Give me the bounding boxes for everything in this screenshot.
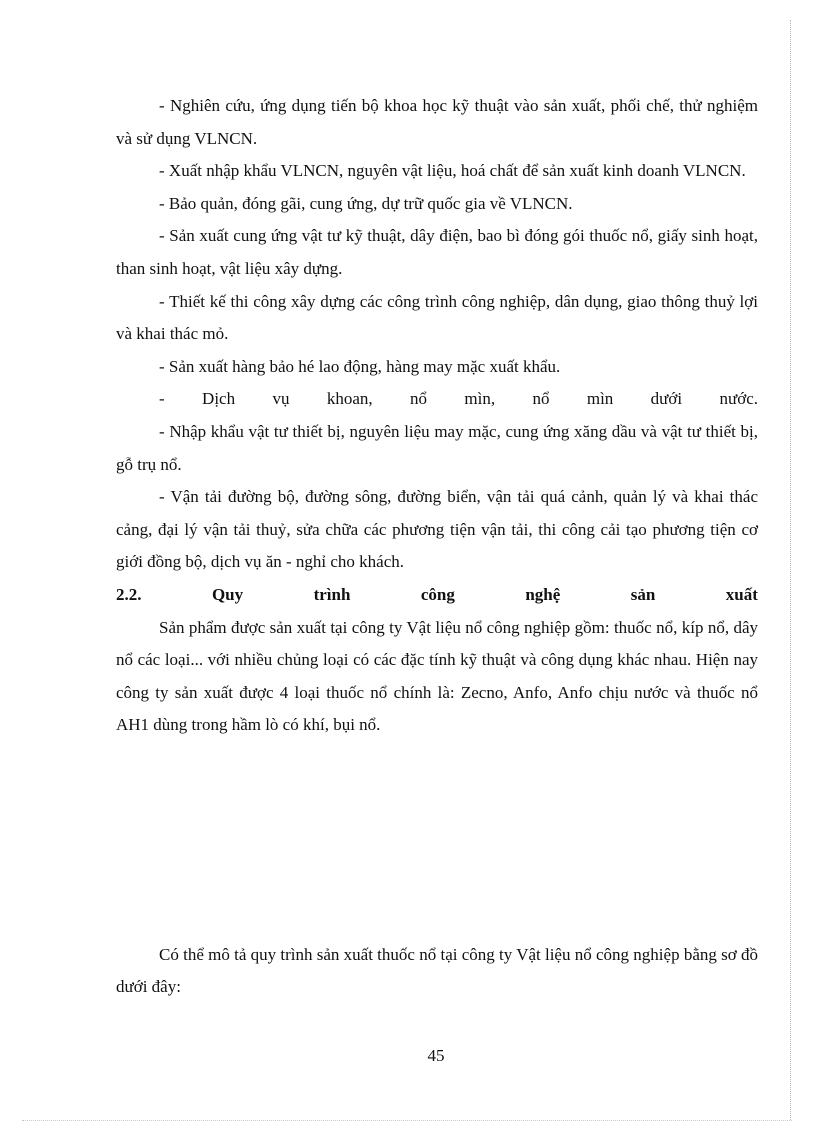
heading-word: xuất [725,584,758,604]
page-border-bottom [22,1120,792,1121]
page-border-right [790,20,791,1120]
heading-word: nghệ [525,584,561,604]
paragraph-equipment-import: - Nhập khẩu vật tư thiết bị, nguyên liệu may mặc, cung ứng xăng dầu và vật tư thiết bị, gỗ trụ nổ. [116,421,758,474]
paragraph-import-export: - Xuất nhập khẩu VLNCN, nguyên vật liệu, hoá chất để sản xuất kinh doanh VLNCN. [159,161,746,181]
paragraph-products: Sản phẩm được sản xuất tại công ty Vật liệu nổ công nghiệp gồm: thuốc nổ, kíp nổ, dây nổ các loại... với nhiều chủng loại có các đặc tính kỹ thuật và công dụng khác nhau. Hiện nay công ty sản xuất được 4 loại thuốc nổ chính là: Zecno, Anfo, Anfo chịu nước và thuốc nổ AH1 dùng trong hầm lò có khí, bụi nổ. [116,617,758,735]
paragraph-process-intro: Có thể mô tả quy trình sản xuất thuốc nổ tại công ty Vật liệu nổ công nghiệp bằng sơ đồ dưới đây: [116,944,758,997]
heading-number: 2.2. [116,584,142,604]
paragraph-protective-goods: - Sản xuất hàng bảo hé lao động, hàng may mặc xuất khẩu. [159,356,561,376]
paragraph-design-construction: - Thiết kế thi công xây dựng các công trình công nghiệp, dân dụng, giao thông thuỷ lợi và khai thác mỏ. [116,291,758,344]
heading-word: sản [630,584,656,604]
paragraph-supply: - Sản xuất cung ứng vật tư kỹ thuật, dây điện, bao bì đóng gói thuốc nổ, giấy sinh hoạt, than sinh hoạt, vật liệu xây dựng. [116,226,758,278]
paragraph-storage: - Bảo quản, đóng gãi, cung ứng, dự trữ quốc gia về VLNCN. [159,193,573,213]
paragraph-drilling-services: - Dịch vụ khoan, nổ mìn, nổ mìn dưới nước. [159,389,758,409]
heading-word: Quy [211,584,244,604]
heading-word: công [420,584,455,604]
page-number: 45 [427,1046,445,1065]
paragraph-transport: - Vận tải đường bộ, đường sông, đường biển, vận tải quá cảnh, quản lý và khai thác cảng, đại lý vận tải thuỷ, sửa chữa các phương tiện vận tải, thi công cải tạo phương tiện cơ giới đồng bộ, dịch vụ ăn - nghỉ cho khách. [116,487,758,572]
section-heading-2-2 [116,579,758,612]
page-content [116,90,758,1004]
heading-word: trình [313,584,351,604]
blank-space [116,742,758,939]
paragraph-research: - Nghiên cứu, ứng dụng tiến bộ khoa học kỹ thuật vào sản xuất, phối chế, thử nghiệm và sử dụng VLNCN. [116,96,758,148]
